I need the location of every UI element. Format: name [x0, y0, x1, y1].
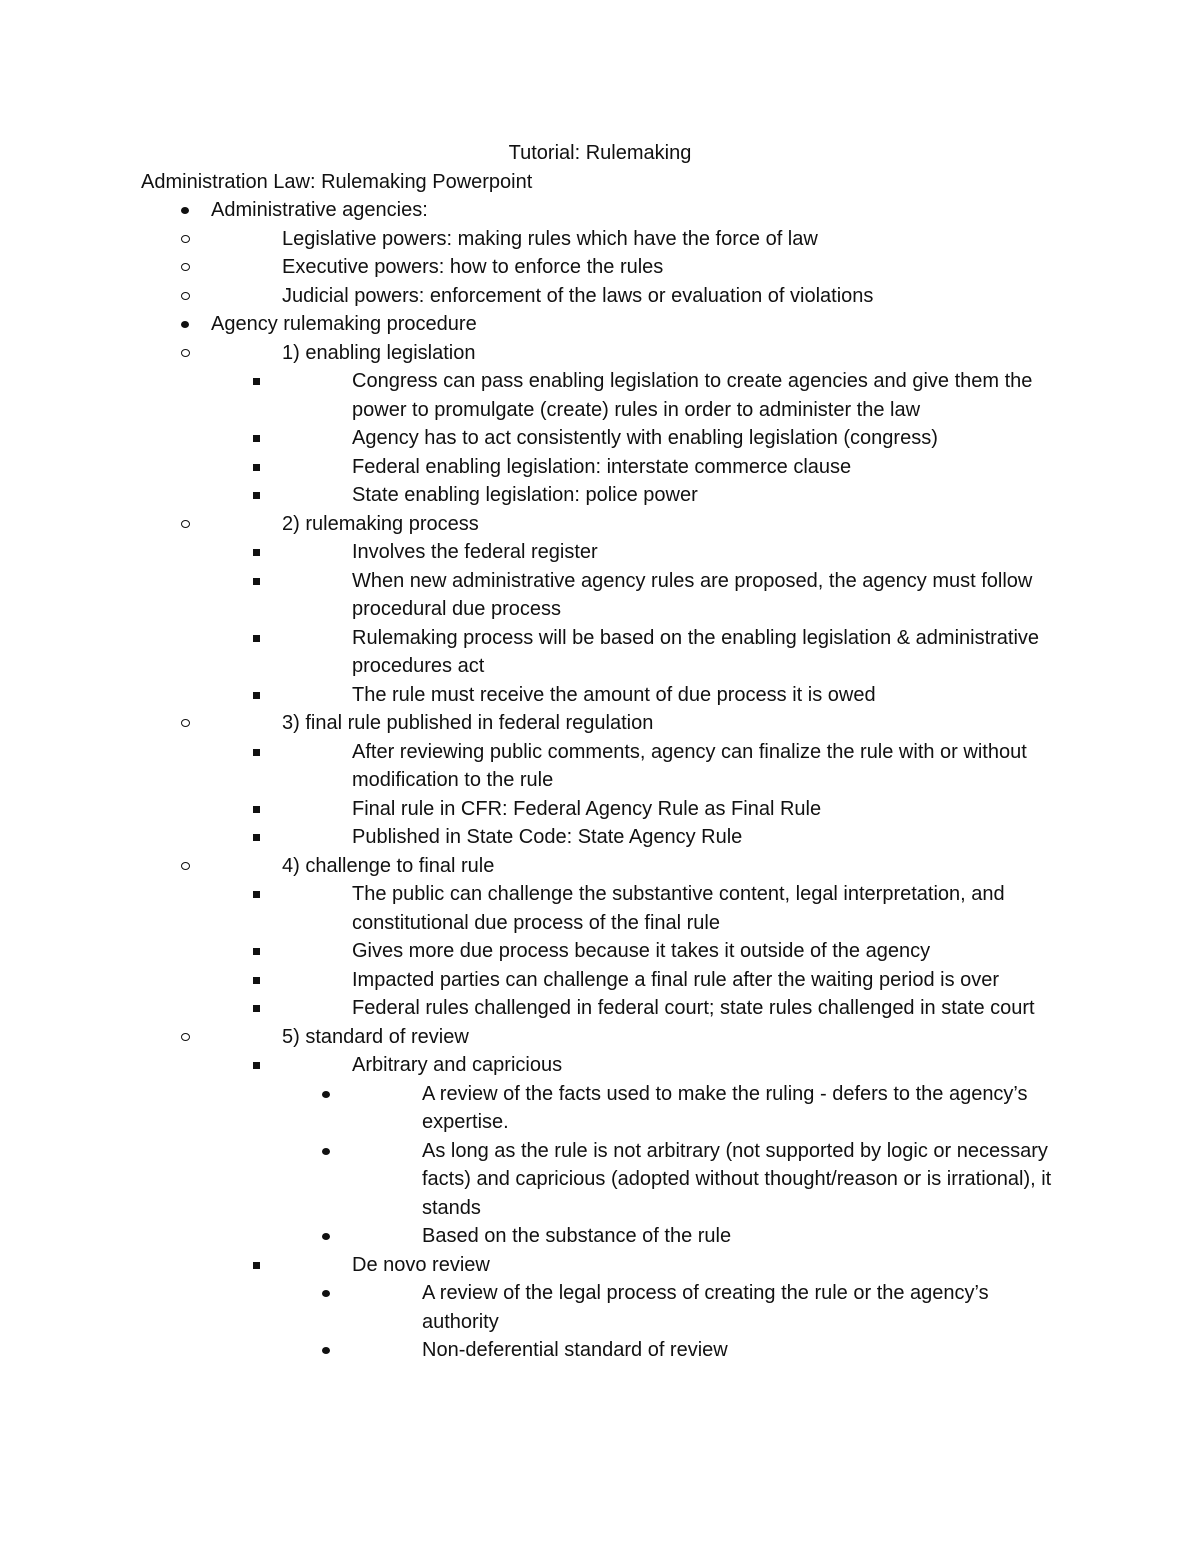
outline-item-level-4: [352, 1222, 1061, 1251]
outline-item-level-3: [282, 937, 1061, 966]
square-bullet-icon: [250, 795, 264, 824]
square-bullet-icon: [250, 738, 264, 767]
outline-item-level-1: [211, 196, 1061, 310]
outline-item-text: The rule must receive the amount of due process it is owed: [352, 683, 876, 706]
outline-sublist: [211, 225, 1061, 311]
circle-bullet-icon: [179, 339, 193, 368]
outline-item-text: 5) standard of review: [282, 1025, 469, 1048]
circle-bullet-icon: [179, 510, 193, 539]
disc-bullet-icon: [320, 1137, 334, 1166]
outline-sublist: [282, 1051, 1061, 1365]
outline-item-level-3: [282, 880, 1061, 937]
outline-sublist: [282, 880, 1061, 1023]
disc-bullet-icon: [320, 1222, 334, 1251]
outline-item-level-2: [211, 253, 1061, 282]
outline-item-text: When new administrative agency rules are proposed, the agency must follow procedural due process: [352, 569, 1033, 620]
square-bullet-icon: [250, 453, 264, 482]
outline-item-level-4: [352, 1080, 1061, 1137]
square-bullet-icon: [250, 937, 264, 966]
circle-bullet-icon: [179, 1023, 193, 1052]
outline-item-level-3: [282, 538, 1061, 567]
outline-item-text: Executive powers: how to enforce the rules: [282, 256, 664, 278]
outline-item-level-3: [282, 681, 1061, 710]
square-bullet-icon: [250, 624, 264, 653]
outline-sublist: [211, 339, 1061, 1365]
outline-item-text: A review of the facts used to make the ruling - defers to the agency’s expertise.: [422, 1082, 1028, 1133]
square-bullet-icon: [250, 880, 264, 909]
outline-item-level-3: [282, 1051, 1061, 1251]
outline-item-level-3: [282, 624, 1061, 681]
outline-item-level-3: [282, 795, 1061, 824]
outline-sublist: [282, 367, 1061, 510]
outline-item-level-2: [211, 510, 1061, 710]
outline-item-level-3: [282, 738, 1061, 795]
outline-item-text: Gives more due process because it takes it outside of the agency: [352, 940, 931, 962]
outline-item-text: Federal enabling legislation: interstate commerce clause: [352, 455, 852, 478]
outline-item-text: Federal rules challenged in federal court; state rules challenged in state court: [352, 997, 1035, 1019]
outline-item-level-3: [282, 453, 1061, 482]
outline-item-level-2: [211, 339, 1061, 510]
circle-bullet-icon: [179, 852, 193, 881]
outline-item-level-2: [211, 282, 1061, 311]
disc-bullet-icon: [320, 1080, 334, 1109]
outline-item-level-4: [352, 1279, 1061, 1336]
circle-bullet-icon: [179, 225, 193, 254]
outline-item-level-1: [211, 310, 1061, 1365]
outline-item-text: A review of the legal process of creating the rule or the agency’s authority: [422, 1282, 989, 1333]
square-bullet-icon: [250, 367, 264, 396]
outline-sublist: [282, 538, 1061, 709]
outline-item-text: Impacted parties can challenge a final rule after the waiting period is over: [352, 968, 1000, 991]
outline-item-text: 2) rulemaking process: [282, 512, 479, 535]
square-bullet-icon: [250, 823, 264, 852]
square-bullet-icon: [250, 567, 264, 596]
outline-item-level-4: [352, 1336, 1061, 1365]
document-title: Tutorial: Rulemaking: [508, 142, 692, 164]
outline-item-level-3: [282, 823, 1061, 852]
outline-item-level-3: [282, 567, 1061, 624]
document-subtitle: Administration Law: Rulemaking Powerpoint: [141, 171, 533, 193]
outline-item-level-2: [211, 1023, 1061, 1365]
outline-item-text: Non-deferential standard of review: [422, 1339, 728, 1361]
outline-item-level-3: [282, 367, 1061, 424]
outline-sublist: [352, 1080, 1061, 1251]
outline-item-level-2: [211, 852, 1061, 1023]
outline-item-level-2: [211, 225, 1061, 254]
outline-item-text: Published in State Code: State Agency Rule: [352, 826, 743, 848]
outline-item-text: Agency has to act consistently with enabling legislation (congress): [352, 427, 938, 449]
circle-bullet-icon: [179, 253, 193, 282]
square-bullet-icon: [250, 1051, 264, 1080]
outline-item-text: Judicial powers: enforcement of the laws or evaluation of violations: [282, 284, 874, 307]
outline-sublist: [282, 738, 1061, 852]
outline-item-text: As long as the rule is not arbitrary (not supported by logic or necessary facts) and capricious (adopted without thought/reason or is irrational), it stands: [422, 1139, 1052, 1219]
outline-item-text: Involves the federal register: [352, 541, 598, 563]
outline-item-text: Based on the substance of the rule: [422, 1225, 732, 1247]
disc-bullet-icon: [179, 196, 193, 225]
outline-item-text: State enabling legislation: police power: [352, 484, 698, 506]
outline-item-text: De novo review: [352, 1253, 490, 1276]
square-bullet-icon: [250, 966, 264, 995]
square-bullet-icon: [250, 538, 264, 567]
outline-list: [0, 196, 1061, 1365]
circle-bullet-icon: [179, 709, 193, 738]
outline-item-level-3: [282, 1251, 1061, 1365]
outline-item-text: 1) enabling legislation: [282, 341, 476, 364]
square-bullet-icon: [250, 994, 264, 1023]
disc-bullet-icon: [320, 1336, 334, 1365]
outline-item-text: 3) final rule published in federal regulation: [282, 712, 654, 734]
outline-item-text: The public can challenge the substantive content, legal interpretation, and constitutional due process of the final rule: [352, 883, 1005, 934]
outline-item-text: After reviewing public comments, agency can finalize the rule with or without modification to the rule: [352, 740, 1027, 791]
outline-item-level-4: [352, 1137, 1061, 1223]
outline-item-text: Legislative powers: making rules which have the force of law: [282, 227, 818, 250]
square-bullet-icon: [250, 481, 264, 510]
outline-item-text: Congress can pass enabling legislation to create agencies and give them the power to promulgate (create) rules in order to administer the law: [352, 370, 1033, 421]
outline-item-level-2: [211, 709, 1061, 852]
outline-item-text: Administrative agencies:: [211, 199, 428, 221]
outline-item-level-3: [282, 481, 1061, 510]
outline-item-text: Arbitrary and capricious: [352, 1054, 563, 1076]
outline-item-level-3: [282, 966, 1061, 995]
disc-bullet-icon: [179, 310, 193, 339]
outline-sublist: [352, 1279, 1061, 1365]
square-bullet-icon: [250, 424, 264, 453]
outline-item-level-3: [282, 994, 1061, 1023]
circle-bullet-icon: [179, 282, 193, 311]
square-bullet-icon: [250, 1251, 264, 1280]
outline-item-text: 4) challenge to final rule: [282, 854, 495, 877]
square-bullet-icon: [250, 681, 264, 710]
disc-bullet-icon: [320, 1279, 334, 1308]
outline-item-text: Agency rulemaking procedure: [211, 313, 477, 335]
outline-item-text: Rulemaking process will be based on the enabling legislation & administrative procedures act: [352, 626, 1040, 677]
outline-item-level-3: [282, 424, 1061, 453]
outline-item-text: Final rule in CFR: Federal Agency Rule as Final Rule: [352, 797, 822, 820]
